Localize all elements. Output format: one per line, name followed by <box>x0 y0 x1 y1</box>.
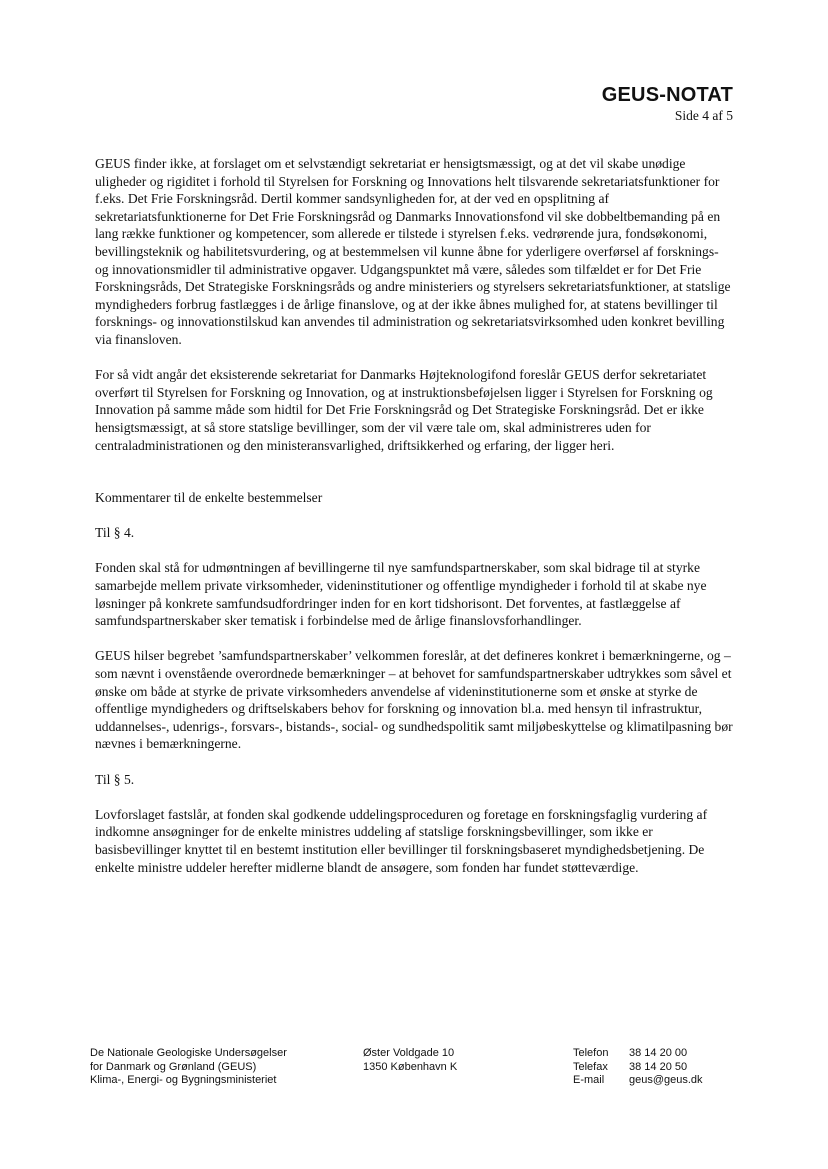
address-city: 1350 København K <box>363 1060 458 1073</box>
org-name-line1: De Nationale Geologiske Undersøgelser <box>90 1047 287 1059</box>
paragraph-secretariat-opinion: GEUS finder ikke, at forslaget om et selvstændigt sekretariat er hensigtsmæssigt, og at det vil skabe unødige uligheder og rigiditet i forhold til Styrelsen for Forskning og Innovations helt tilsvarende sekretariatsfunktioner for f.eks. Det Frie Forskningsråd. Dertil kommer sandsynligheden for, at der ved en opsplitning af sekretariatsfunktionerne for Det Frie Forskningsråd og Danmarks Innovationsfond vil ske dobbeltbemanding på en lang række funktioner og kompetencer, som allerede er tilstede i styrelsen f.eks. vedrørende jura, fondsøkonomi, bevillingsteknik og habilitetsvurdering, og at bestemmelsen vil kunne åbne for yderligere overførsel af forsknings- og innovationsmidler til administrative opgaver. Udgangspunktet må være, således som tilfældet er for Det Frie Forskningsråds, Det Strategiske Forskningsråds og andre ministeriers og styrelsers sekretariatsfunktioner, at statslige myndigheders forbrug fastlægges i de årlige finanslove, og at der ikke åbnes mulighed for, at statens bevillinger til forsknings- og innovationstilskud kan anvendes til administration og sekretariatsvirksomhed uden konkret bevilling via finansloven. <box>95 156 731 347</box>
fax-value: 38 14 20 50 <box>629 1060 688 1073</box>
page-number: Side 4 af 5 <box>674 108 733 123</box>
document-header <box>602 83 733 125</box>
paragraph-fund-responsibility: Fonden skal stå for udmøntningen af bevillingerne til nye samfundspartnerskaber, som skal bidrage til at styrke samarbejde mellem private virksomheder, videninstitutioner og offentlige myndigheder i forhold til at skabe nye løsninger på konkrete samfundsudfordringer inden for en kort tidshorisont. Det forventes, at fastlæggelse af samfundspartnerskaber sker tematisk i forbindelse med de årlige finanslovsforhandlinger. <box>95 560 707 629</box>
paragraph-bill-procedure: Lovforslaget fastslår, at fonden skal godkende uddelingsproceduren og foretage en forskningsfaglig vurdering af indkomne ansøgninger for de enkelte ministres uddeling af statslige forskningsbevillinger, som ikke er basisbevillinger knyttet til en bestemt institution eller bevillinger til forskningsbaseret myndighedsbetjening. De enkelte ministre uddeler herefter midlerne blandt de ansøgere, som fonden har fundet støtteværdige. <box>95 806 708 875</box>
paragraph-existing-secretariat: For så vidt angår det eksisterende sekretariat for Danmarks Højteknologifond foreslår GEUS derfor sekretariatet overført til Styrelsen for Forskning og Innovation, og at instruktionsbeføjelsen ligger i Styrelsen for Forskning og Innovation på samme måde som hidtil for Det Frie Forskningsråd og Det Strategiske Forskningsråd. Det er ikke hensigtsmæssigt, at så store statslige bevillinger, som der vil være tale om, skal administreres uden for centraladministrationen og den ministeransvarlighed, driftsikkerhed og erfaring, der ligger heri. <box>95 367 713 453</box>
phone-label: Telefon <box>573 1047 609 1059</box>
org-name-line2: for Danmark og Grønland (GEUS) <box>90 1060 257 1073</box>
fax-label: Telefax <box>573 1060 608 1073</box>
email-value: geus@geus.dk <box>629 1074 703 1086</box>
document-title: GEUS-NOTAT <box>601 84 733 106</box>
footer-contact <box>573 1047 743 1088</box>
email-label: E-mail <box>573 1074 605 1086</box>
paragraph-partnerships: GEUS hilser begrebet ’samfundspartnerskaber’ velkommen foreslår, at det defineres konkret i bemærkningerne, og – som nævnt i ovenstående overordnede bemærkninger – at behovet for samfundspartnerskaber udtrykkes som såvel et ønske om både at styrke de private virksomheders anvendelse af videninstitutionerne som et ønske at styrke de offentlige myndigheders og driftselskabers behov for forskning og innovation bl.a. med hensyn til infrastruktur, uddannelses-, udenrigs-, forsvars-, bistands-, social- og sundhedspolitik samt miljøbeskyttelse og klimatilpasning bør nævnes i bemærkningerne. <box>95 648 733 752</box>
org-ministry: Klima-, Energi- og Bygningsministeriet <box>90 1074 277 1086</box>
address-street: Øster Voldgade 10 <box>363 1047 455 1059</box>
footer-address <box>363 1047 503 1074</box>
contact-phone <box>573 1047 743 1061</box>
contact-email <box>573 1074 743 1088</box>
section-label-4: Til § 4. <box>95 525 135 541</box>
footer-organization <box>90 1047 330 1088</box>
document-body <box>95 155 735 894</box>
section-label-5: Til § 5. <box>95 771 135 787</box>
contact-fax <box>573 1061 743 1075</box>
phone-value: 38 14 20 00 <box>629 1047 688 1059</box>
section-heading: Kommentarer til de enkelte bestemmelser <box>95 490 323 506</box>
